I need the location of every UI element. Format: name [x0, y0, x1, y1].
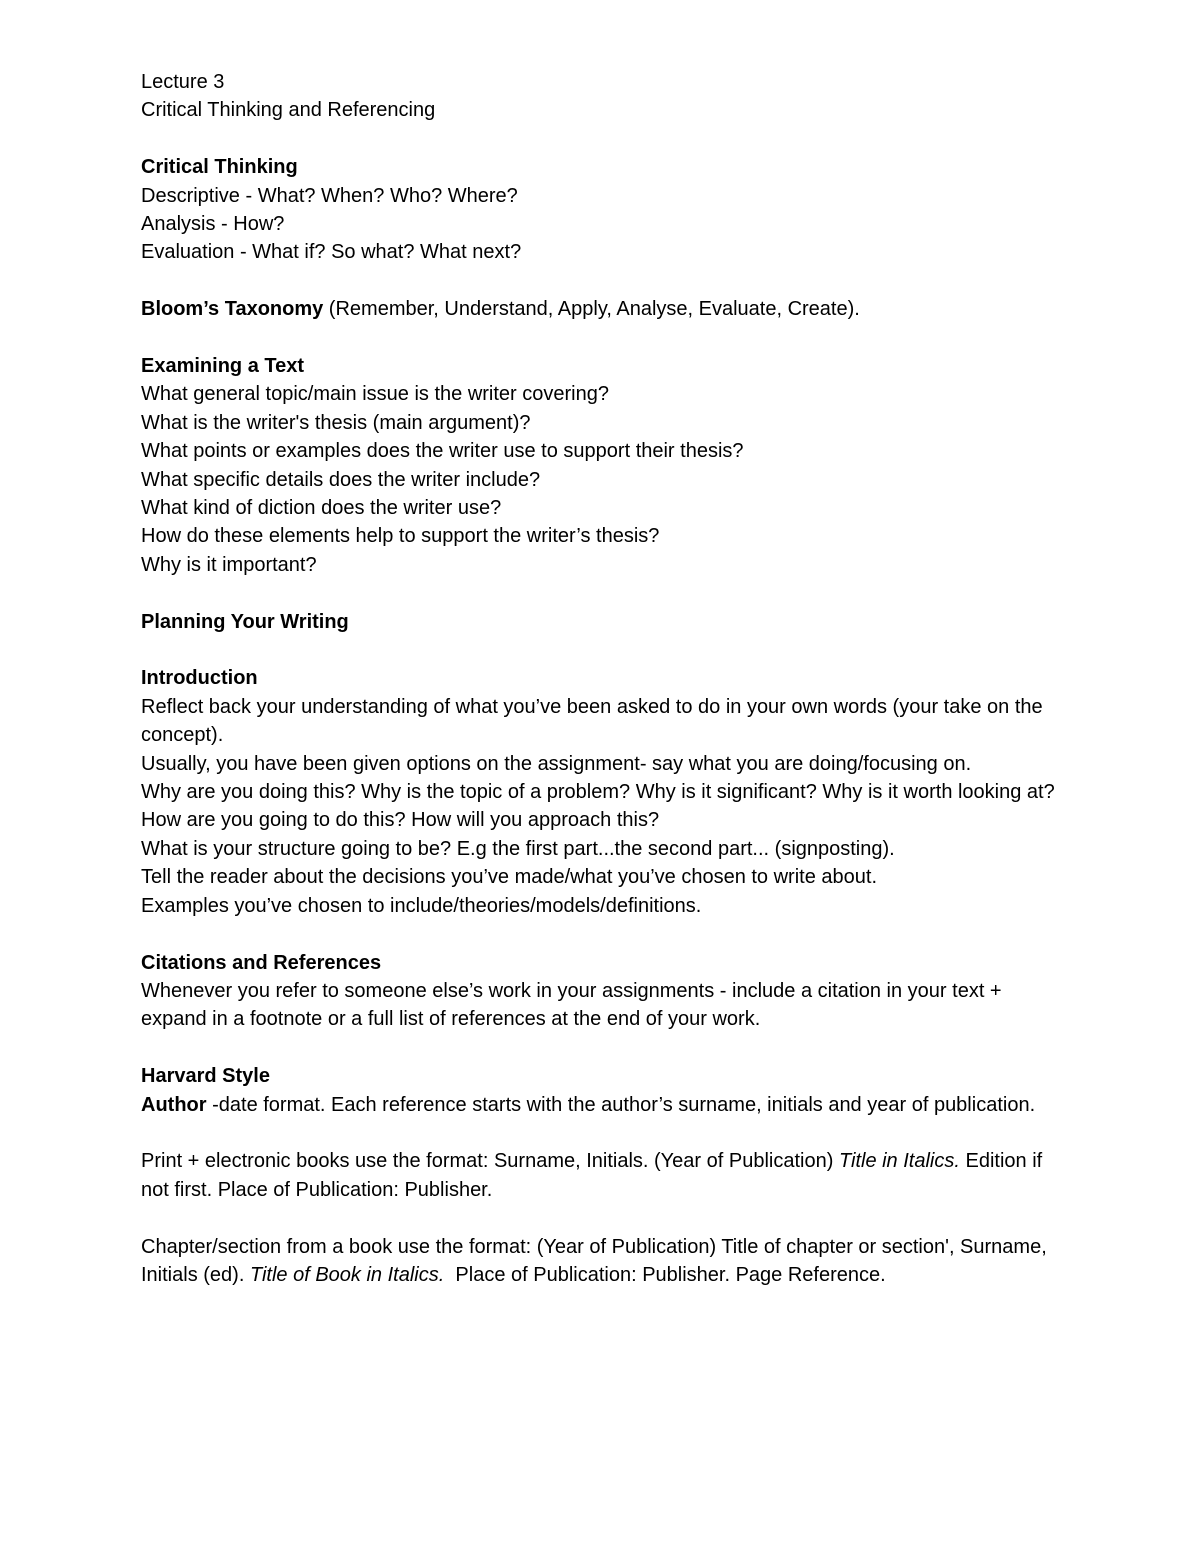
harvard-chapter-text-end: Place of Publication: Publisher. Page Reference.: [444, 1263, 886, 1286]
spacer: [141, 324, 1060, 352]
examining-question: What specific details does the writer include?: [141, 468, 541, 491]
examining-text-heading: Examining a Text: [141, 355, 305, 378]
critical-thinking-line: Descriptive - What? When? Who? Where?: [141, 184, 518, 207]
lecture-title: Critical Thinking and Referencing: [141, 99, 436, 122]
examining-question: What is the writer's thesis (main argument)?: [141, 411, 531, 434]
spacer: [141, 1204, 1060, 1232]
harvard-books-italic: Title in Italics.: [838, 1150, 960, 1173]
introduction-paragraph: Reflect back your understanding of what you’ve been asked to do in your own words (your take on the concept).: [141, 695, 1049, 747]
planning-heading: Planning Your Writing: [141, 610, 349, 633]
blooms-taxonomy-label: Bloom’s Taxonomy: [141, 298, 324, 321]
critical-thinking-line: Analysis - How?: [141, 213, 285, 236]
examining-question: What general topic/main issue is the writer covering?: [141, 383, 609, 406]
harvard-author-text: -date format. Each reference starts with the author’s surname, initials and year of publication.: [206, 1093, 1036, 1116]
harvard-style-heading: Harvard Style: [141, 1065, 270, 1088]
harvard-chapter-paragraph: [141, 1233, 1061, 1290]
introduction-paragraph: Usually, you have been given options on the assignment- say what you are doing/focusing on.: [141, 752, 972, 775]
spacer: [141, 636, 1060, 664]
spacer: [141, 920, 1060, 948]
citations-paragraph: Whenever you refer to someone else’s work in your assignments - include a citation in your text + expand in a footnote or a full list of references at the end of your work.: [141, 979, 1008, 1031]
harvard-chapter-italic: Title of Book in Italics.: [249, 1263, 445, 1286]
critical-thinking-line: Evaluation - What if? So what? What next?: [141, 241, 522, 264]
lecture-number: Lecture 3: [141, 71, 225, 93]
harvard-author-label: Author: [141, 1093, 207, 1116]
spacer: [141, 1034, 1060, 1062]
blooms-taxonomy-levels: (Remember, Understand, Apply, Analyse, Evaluate, Create).: [323, 298, 860, 321]
spacer: [141, 125, 1060, 153]
examining-question: What kind of diction does the writer use?: [141, 497, 502, 520]
introduction-paragraph: Tell the reader about the decisions you’ve made/what you’ve chosen to write about.: [141, 866, 877, 889]
harvard-books-text: Print + electronic books use the format: Surname, Initials. (Year of Publication): [141, 1150, 839, 1173]
harvard-chapter-text: Chapter/section from a book use the format: (Year of Publication) Title of chapter or section', Surname, Initials (ed).: [141, 1235, 1053, 1286]
examining-question: Why is it important?: [141, 553, 317, 576]
harvard-books-paragraph: [141, 1147, 1061, 1204]
blooms-taxonomy-line: [141, 295, 1060, 323]
examining-question: What points or examples does the writer use to support their thesis?: [141, 440, 744, 463]
spacer: [141, 1119, 1060, 1147]
introduction-heading: Introduction: [141, 667, 258, 690]
critical-thinking-heading: Critical Thinking: [141, 156, 298, 179]
spacer: [141, 267, 1060, 295]
spacer: [141, 579, 1060, 607]
citations-heading: Citations and References: [141, 951, 382, 974]
harvard-books-text-end: Edition if not first. Place of Publication: Publisher.: [141, 1150, 1048, 1201]
introduction-paragraph: What is your structure going to be? E.g the first part...the second part... (signposting).: [141, 837, 895, 860]
introduction-paragraph: Examples you’ve chosen to include/theories/models/definitions.: [141, 894, 702, 917]
introduction-paragraph: How are you going to do this? How will you approach this?: [141, 809, 660, 832]
harvard-author-paragraph: [141, 1091, 1061, 1119]
introduction-paragraph: Why are you doing this? Why is the topic of a problem? Why is it significant? Why is it worth looking at?: [141, 781, 1055, 804]
examining-question: How do these elements help to support the writer’s thesis?: [141, 525, 660, 548]
